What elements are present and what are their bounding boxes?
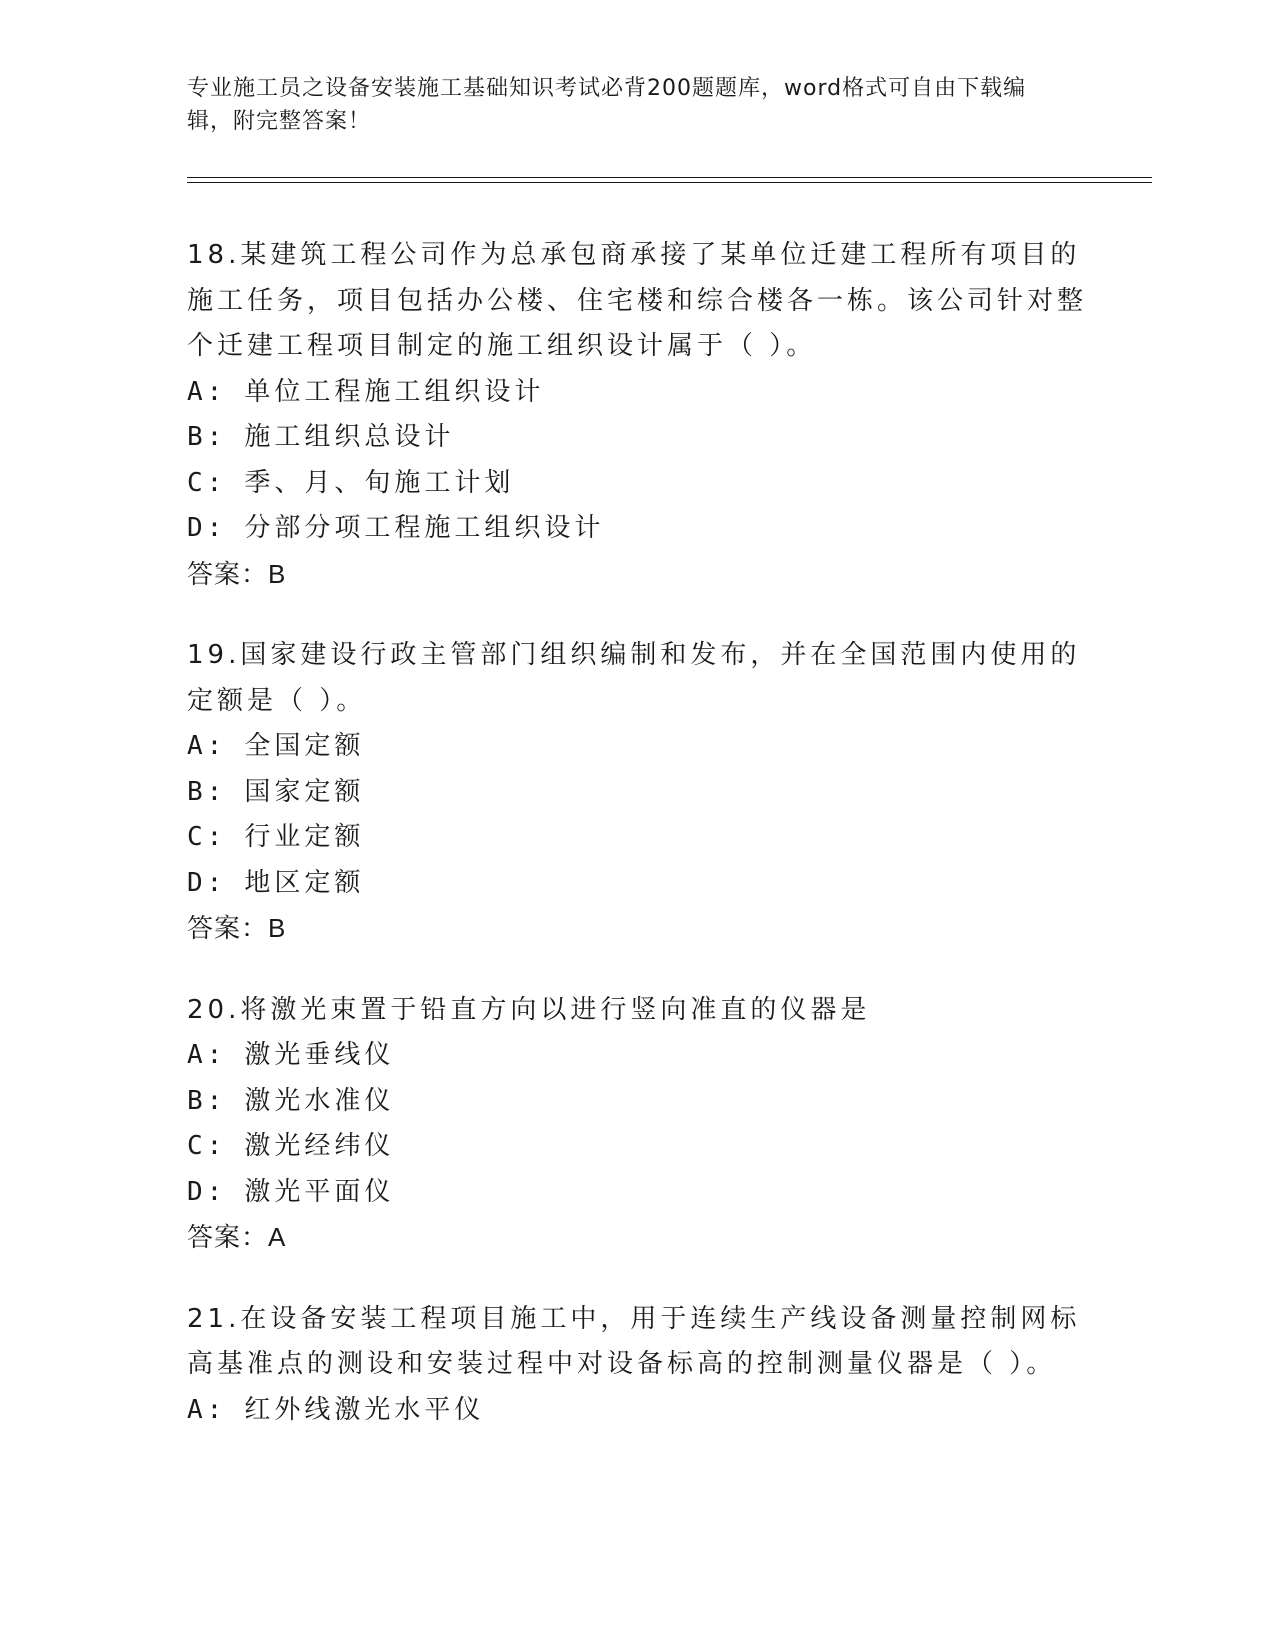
option-text: 单位工程施工组织设计 <box>244 376 545 407</box>
option-b <box>187 1079 1087 1125</box>
option-c <box>187 815 1087 861</box>
option-letter: B: <box>187 776 227 807</box>
header-divider-bottom <box>187 182 1152 183</box>
option-a <box>187 370 1087 416</box>
question-number: 20. <box>187 994 241 1025</box>
option-text: 激光垂线仪 <box>244 1040 395 1070</box>
option-letter: A: <box>187 376 227 407</box>
question-text <box>187 988 1087 1034</box>
option-text: 全国定额 <box>244 731 365 761</box>
option-letter: A: <box>187 1040 227 1070</box>
option-letter: D: <box>187 867 227 898</box>
option-letter: A: <box>187 731 227 761</box>
option-text: 行业定额 <box>244 822 365 852</box>
option-b <box>187 415 1087 461</box>
question-21 <box>187 1297 1087 1434</box>
answer-line: 答案：B <box>187 913 287 943</box>
answer-line: 答案：B <box>187 558 287 589</box>
question-19 <box>187 633 1087 952</box>
option-b <box>187 770 1087 816</box>
option-text: 地区定额 <box>244 867 365 898</box>
question-text <box>187 233 1087 370</box>
option-d <box>187 1170 1087 1216</box>
option-text: 施工组织总设计 <box>244 422 455 452</box>
header-divider-top <box>187 177 1152 178</box>
question-18 <box>187 233 1087 597</box>
option-text: 季、月、旬施工计划 <box>244 467 515 498</box>
option-d <box>187 861 1087 907</box>
option-text: 激光平面仪 <box>244 1176 395 1207</box>
question-body: 将激光束置于铅直方向以进行竖向准直的仪器是 <box>240 994 871 1025</box>
option-c <box>187 1124 1087 1170</box>
option-a <box>187 1033 1087 1079</box>
option-text: 分部分项工程施工组织设计 <box>244 513 605 543</box>
question-body: 某建筑工程公司作为总承包商承接了某单位迁建工程所有项目的施工任务，项目包括办公楼、住宅楼和综合楼各一栋。该公司针对整个迁建工程项目制定的施工组织设计属于（ ）。 <box>187 240 1088 361</box>
question-text <box>187 1297 1087 1388</box>
option-letter: D: <box>187 513 227 543</box>
option-letter: C: <box>187 1131 227 1161</box>
option-d <box>187 506 1087 552</box>
option-text: 激光经纬仪 <box>244 1131 395 1161</box>
option-text: 红外线激光水平仪 <box>244 1394 485 1425</box>
question-body: 在设备安装工程项目施工中，用于连续生产线设备测量控制网标高基准点的测设和安装过程中对设备标高的控制测量仪器是（ ）。 <box>187 1303 1081 1379</box>
option-letter: C: <box>187 467 227 498</box>
question-text <box>187 633 1087 724</box>
option-a <box>187 724 1087 770</box>
option-letter: D: <box>187 1176 227 1207</box>
question-20 <box>187 988 1087 1261</box>
option-text: 国家定额 <box>244 776 365 807</box>
question-number: 19. <box>187 640 241 670</box>
question-body: 国家建设行政主管部门组织编制和发布，并在全国范围内使用的定额是（ ）。 <box>187 640 1081 716</box>
option-letter: B: <box>187 422 227 452</box>
answer-line: 答案：A <box>187 1222 287 1252</box>
question-number: 18. <box>187 240 241 270</box>
option-text: 激光水准仪 <box>244 1085 395 1116</box>
option-letter: C: <box>187 822 227 852</box>
option-letter: B: <box>187 1085 227 1116</box>
option-c <box>187 461 1087 507</box>
option-letter: A: <box>187 1394 227 1425</box>
document-header: 专业施工员之设备安装施工基础知识考试必背200题题库，word格式可自由下载编辑，附完整答案！ <box>187 76 1027 134</box>
question-list <box>187 233 1087 1469</box>
option-a <box>187 1388 1087 1434</box>
question-number: 21. <box>187 1303 241 1334</box>
